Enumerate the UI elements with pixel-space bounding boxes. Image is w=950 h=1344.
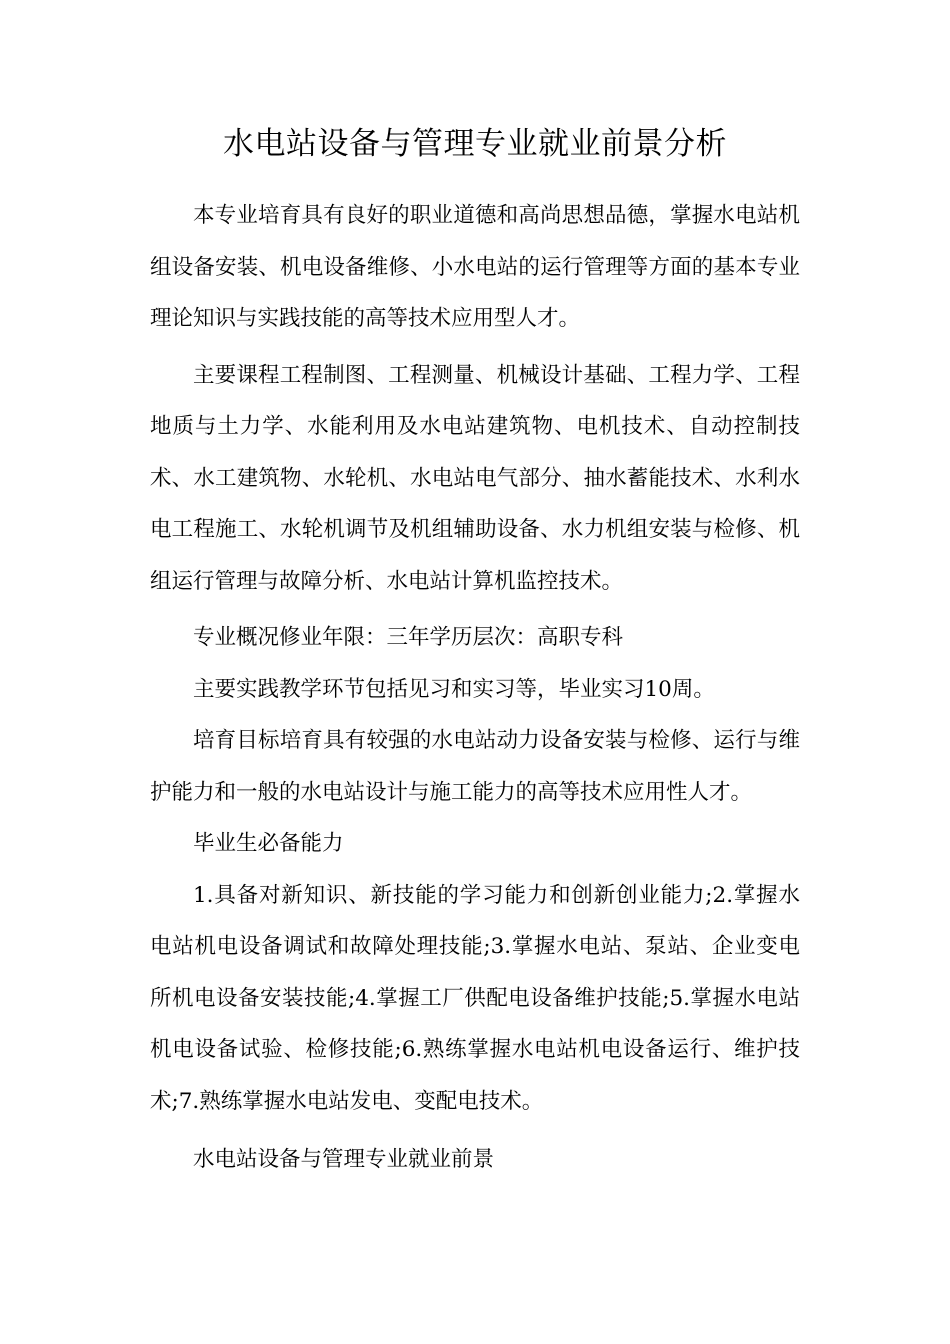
paragraph-abilities-list: 1.具备对新知识、新技能的学习能力和创新创业能力;2.掌握水电站机电设备调试和故障处理技能;3.掌握水电站、泵站、企业变电所机电设备安装技能;4.掌握工厂供配电设备维护技能;5.掌握水电站机电设备试验、检修技能;6.熟练掌握水电站机电设备运行、维护技术;7.熟练掌握水电站发电、变配电技术。 <box>150 882 800 1114</box>
paragraph-main-courses: 主要课程工程制图、工程测量、机械设计基础、工程力学、工程地质与土力学、水能利用及水电站建筑物、电机技术、自动控制技术、水工建筑物、水轮机、水电站电气部分、抽水蓄能技术、水利水电工程施工、水轮机调节及机组辅助设备、水力机组安装与检修、机组运行管理与故障分析、水电站计算机监控技术。 <box>150 362 800 594</box>
paragraph-training-goal: 本专业培育具有良好的职业道德和高尚思想品德，掌握水电站机组设备安装、机电设备维修、小水电站的运行管理等方面的基本专业理论知识与实践技能的高等技术应用型人才。 <box>150 203 800 331</box>
paragraph-practice: 主要实践教学环节包括见习和实习等，毕业实习10周。 <box>193 676 715 702</box>
paragraph-program-overview: 专业概况修业年限：三年学历层次：高职专科 <box>193 625 624 650</box>
document-title: 水电站设备与管理专业就业前景分析 <box>223 126 727 162</box>
paragraph-abilities-heading: 毕业生必备能力 <box>193 831 344 856</box>
paragraph-employment-heading: 水电站设备与管理专业就业前景 <box>193 1147 495 1172</box>
paragraph-objective: 培育目标培育具有较强的水电站动力设备安装与检修、运行与维护能力和一般的水电站设计与施工能力的高等技术应用性人才。 <box>150 728 800 805</box>
document-body <box>150 190 800 1186</box>
